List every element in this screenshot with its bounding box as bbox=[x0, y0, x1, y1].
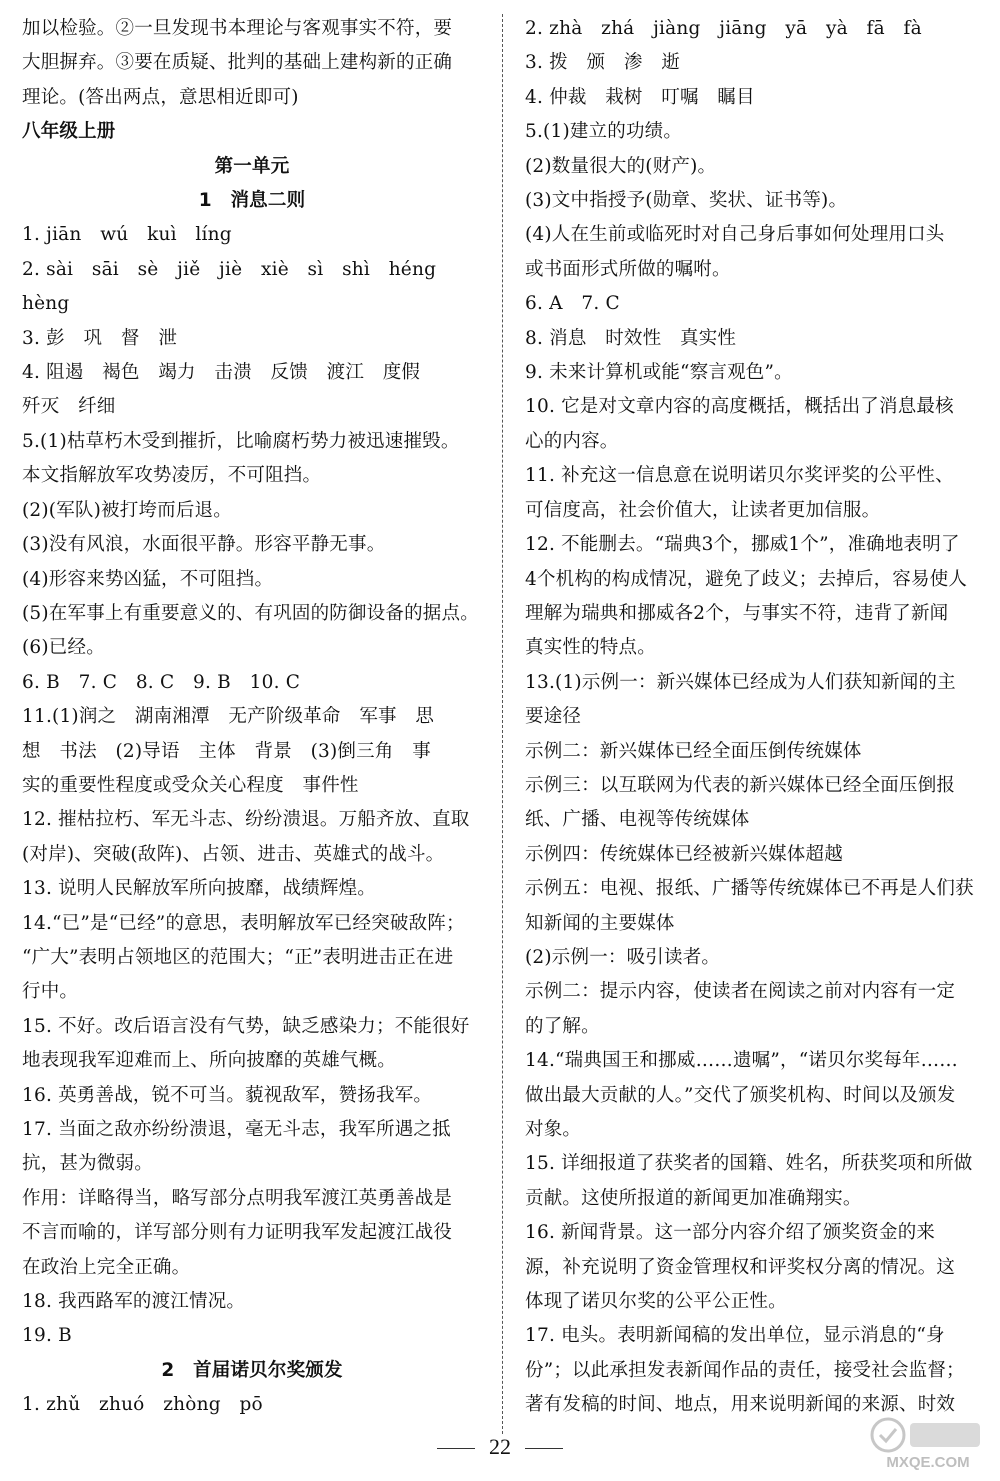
footer-dash-left bbox=[437, 1448, 475, 1449]
text-line: 2. sài sāi sè jiě jiè xiè sì shì héng bbox=[22, 258, 437, 280]
text-line: 对象。 bbox=[525, 1119, 582, 1140]
text-line: 8. 消息 时效性 真实性 bbox=[525, 327, 737, 349]
text-line: 真实性的特点。 bbox=[525, 637, 656, 659]
text-line: 份”；以此承担发表新闻作品的责任，接受社会监督； bbox=[525, 1359, 965, 1381]
text-line: 地表现我军迎难而上、所向披靡的英雄气概。 bbox=[22, 1050, 397, 1072]
text-line: 5.(1)枯草朽木受到摧折，比喻腐朽势力被迅速摧毁。 bbox=[22, 430, 460, 452]
text-line: (2)数量很大的(财产)。 bbox=[525, 155, 717, 177]
text-line: 著有发稿的时间、地点，用来说明新闻的来源、时效 bbox=[525, 1394, 956, 1416]
footer-dash-right bbox=[525, 1448, 563, 1449]
text-line: 实的重要性程度或受众关心程度 事件性 bbox=[22, 774, 359, 796]
text-line: 13. 说明人民解放军所向披靡，战绩辉煌。 bbox=[22, 878, 377, 900]
text-line: 12. 摧枯拉朽、军无斗志、纷纷溃退。万船齐放、直取 bbox=[22, 809, 470, 831]
text-line: 作用：详略得当，略写部分点明我军渡江英勇善战是 bbox=[22, 1187, 453, 1209]
text-line: (3)没有风浪，水面很平静。形容平静无事。 bbox=[22, 534, 386, 556]
text-line: 6. B 7. C 8. C 9. B 10. C bbox=[22, 671, 301, 693]
text-line: 的了解。 bbox=[525, 1015, 600, 1037]
text-line: 纸、广播、电视等传统媒体 bbox=[525, 809, 750, 831]
text-line: 歼灭 纤细 bbox=[22, 396, 116, 418]
text-line: 示例二：提示内容，使读者在阅读之前对内容有一定 bbox=[525, 981, 956, 1003]
text-line: 16. 英勇善战，锐不可当。藐视敌军，赞扬我军。 bbox=[22, 1084, 433, 1106]
text-line: (3)文中指授予(勋章、奖状、证书等)。 bbox=[525, 190, 848, 212]
text-line: 10. 它是对文章内容的高度概括，概括出了消息最核 bbox=[525, 396, 954, 418]
text-line: 3. 彭 巩 督 泄 bbox=[22, 327, 178, 349]
right-column bbox=[525, 12, 980, 1423]
text-line: 15. 详细报道了获奖者的国籍、姓名，所获奖项和所做 bbox=[525, 1153, 973, 1175]
text-line: 19. B bbox=[22, 1325, 72, 1347]
text-line: 15. 不好。改后语言没有气势，缺乏感染力；不能很好 bbox=[22, 1015, 470, 1037]
text-line: 抗，甚为微弱。 bbox=[22, 1153, 153, 1175]
text-line: (4)人在生前或临死时对自己身后事如何处理用口头 bbox=[525, 224, 945, 246]
text-line: (2)示例一：吸引读者。 bbox=[525, 946, 721, 968]
text-line: (2)(军队)被打垮而后退。 bbox=[22, 499, 232, 521]
left-column bbox=[22, 12, 482, 1423]
text-line: (对岸)、突破(敌阵)、占领、进击、英雄式的战斗。 bbox=[22, 843, 445, 865]
text-line: 不言而喻的，详写部分则有力证明我军发起渡江战役 bbox=[22, 1222, 453, 1244]
text-line: 11. 补充这一信息意在说明诺贝尔奖评奖的公平性、 bbox=[525, 465, 954, 487]
text-line: 理解为瑞典和挪威各2个，与事实不符，违背了新闻 bbox=[525, 602, 949, 624]
section-heading: 第一单元 bbox=[214, 155, 290, 177]
text-line: 5.(1)建立的功绩。 bbox=[525, 121, 683, 143]
text-line: 要途径 bbox=[525, 706, 582, 728]
text-line: 4. 仲裁 栽树 叮嘱 瞩目 bbox=[525, 86, 755, 108]
text-line: 加以检验。②一旦发现书本理论与客观事实不符，要 bbox=[22, 18, 453, 39]
text-line: 1. zhǔ zhuó zhòng pō bbox=[22, 1394, 263, 1416]
text-line: 贡献。这使所报道的新闻更加准确翔实。 bbox=[525, 1187, 862, 1209]
text-line: 大胆摒弃。③要在质疑、批判的基础上建构新的正确 bbox=[22, 52, 453, 74]
text-line: 14.“已”是“已经”的意思，表明解放军已经突破敌阵； bbox=[22, 912, 465, 934]
text-line: 在政治上完全正确。 bbox=[22, 1256, 191, 1278]
text-line: 6. A 7. C bbox=[525, 293, 620, 315]
watermark-text: MXQE.COM bbox=[886, 1454, 970, 1471]
text-line: 行中。 bbox=[22, 981, 79, 1003]
text-line: “广大”表明占领地区的范围大；“正”表明进击正在进 bbox=[22, 946, 454, 968]
text-line: 示例二：新兴媒体已经全面压倒传统媒体 bbox=[525, 740, 862, 762]
text-line: hèng bbox=[22, 293, 70, 315]
text-line: 或书面形式所做的嘱咐。 bbox=[525, 258, 731, 280]
text-line: 本文指解放军攻势凌厉，不可阻挡。 bbox=[22, 465, 322, 487]
text-line: 17. 当面之敌亦纷纷溃退，毫无斗志，我军所遇之抵 bbox=[22, 1119, 451, 1140]
text-line: 示例五：电视、报纸、广播等传统媒体已不再是人们获 bbox=[525, 878, 974, 900]
text-line: 心的内容。 bbox=[525, 430, 619, 452]
text-line: (6)已经。 bbox=[22, 637, 105, 659]
text-line: 可信度高，社会价值大，让读者更加信服。 bbox=[525, 499, 881, 521]
section-heading: 八年级上册 bbox=[22, 121, 116, 143]
text-line: 11.(1)润之 湖南湘潭 无产阶级革命 军事 思 bbox=[22, 706, 435, 728]
text-line: 理论。(答出两点，意思相近即可) bbox=[22, 86, 299, 108]
column-divider bbox=[502, 14, 503, 1434]
text-line: 示例三：以互联网为代表的新兴媒体已经全面压倒报 bbox=[525, 774, 956, 796]
text-line: 源，补充说明了资金管理权和评奖权分离的情况。这 bbox=[525, 1256, 956, 1278]
text-line: 体现了诺贝尔奖的公平公正性。 bbox=[525, 1291, 787, 1313]
text-line: 2. zhà zhá jiàng jiāng yā yà fā fà bbox=[525, 18, 922, 39]
text-line: 知新闻的主要媒体 bbox=[525, 912, 675, 934]
section-heading: 2 首届诺贝尔奖颁发 bbox=[161, 1359, 343, 1381]
text-line: 9. 未来计算机或能“察言观色”。 bbox=[525, 362, 793, 384]
text-line: 做出最大贡献的人。”交代了颁奖机构、时间以及颁发 bbox=[525, 1084, 956, 1106]
text-line: 1. jiān wú kuì líng bbox=[22, 224, 232, 246]
text-line: (5)在军事上有重要意义的、有巩固的防御设备的据点。 bbox=[22, 602, 479, 624]
text-line: 13.(1)示例一：新兴媒体已经成为人们获知新闻的主 bbox=[525, 671, 956, 693]
text-line: 4个机构的构成情况，避免了歧义；去掉后，容易使人 bbox=[525, 568, 968, 590]
text-line: 16. 新闻背景。这一部分内容介绍了颁奖资金的来 bbox=[525, 1222, 936, 1244]
text-line: 4. 阻遏 褐色 竭力 击溃 反馈 渡江 度假 bbox=[22, 362, 421, 384]
text-line: 14.“瑞典国王和挪威……遗嘱”，“诺贝尔奖每年…… bbox=[525, 1050, 958, 1072]
text-line: 想 书法 (2)导语 主体 背景 (3)倒三角 事 bbox=[22, 740, 431, 762]
text-line: 示例四：传统媒体已经被新兴媒体超越 bbox=[525, 843, 843, 865]
text-line: 3. 拨 颁 渗 逝 bbox=[525, 52, 681, 74]
text-line: 18. 我西路军的渡江情况。 bbox=[22, 1291, 246, 1313]
watermark-logo bbox=[868, 1415, 988, 1473]
page-number-footer bbox=[0, 1434, 1000, 1460]
text-line: 17. 电头。表明新闻稿的发出单位，显示消息的“身 bbox=[525, 1325, 945, 1347]
text-line: (4)形容来势凶猛，不可阻挡。 bbox=[22, 568, 274, 590]
text-line: 12. 不能删去。“瑞典3个，挪威1个”，准确地表明了 bbox=[525, 534, 960, 556]
page-number: 22 bbox=[489, 1434, 511, 1459]
section-heading: 1 消息二则 bbox=[198, 190, 306, 212]
